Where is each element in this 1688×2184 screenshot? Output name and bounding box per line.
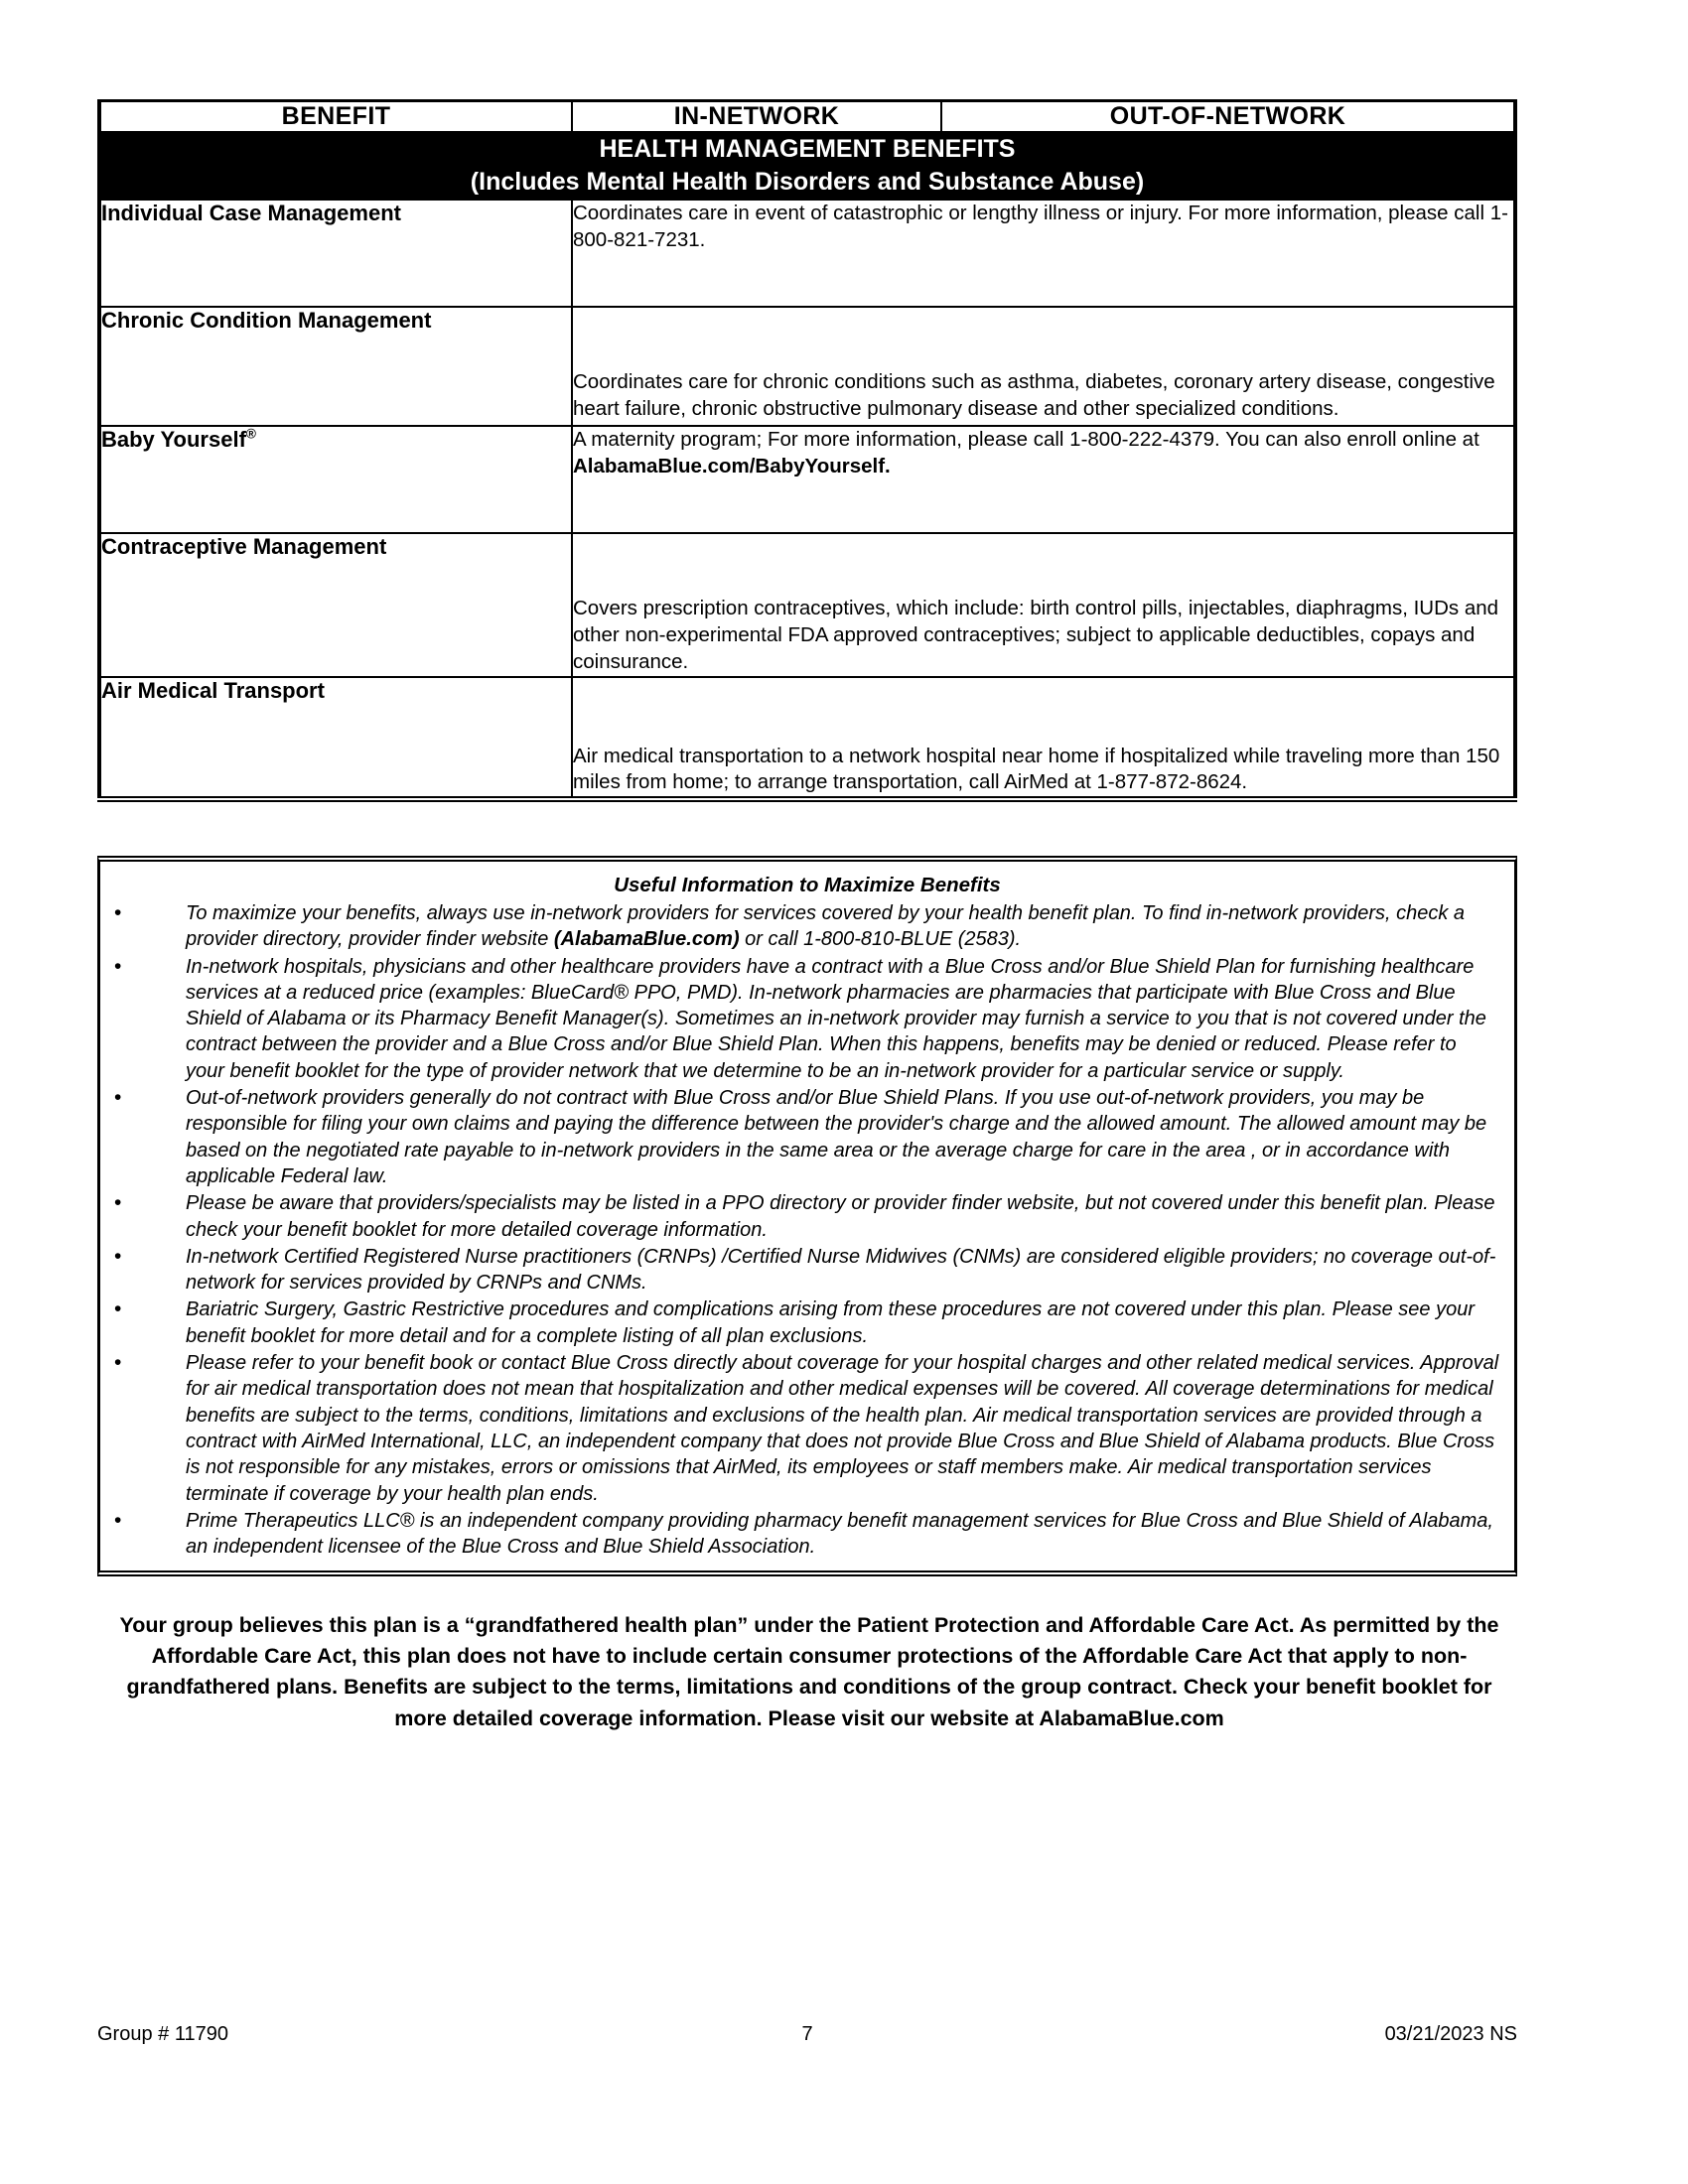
list-item: • Bariatric Surgery, Gastric Restrictive procedures and complications arising from these procedures are not covered under this plan. Please see your benefit booklet for more detail and for a complete listing of all plan exclusions. bbox=[114, 1297, 1500, 1349]
list-item: • Prime Therapeutics LLC® is an independent company providing pharmacy benefit management services for Blue Cross and Blue Shield of Alabama, an independent licensee of the Blue Cross and Blue Shield Association. bbox=[114, 1508, 1500, 1561]
footer-page-number: 7 bbox=[801, 2023, 813, 2045]
benefit-name-contraceptive-management: Contraceptive Management bbox=[99, 533, 572, 677]
table-row bbox=[99, 200, 1515, 307]
useful-information-list bbox=[114, 900, 1500, 1560]
section-band-row bbox=[99, 132, 1515, 200]
column-header-in-network: IN-NETWORK bbox=[572, 101, 941, 133]
table-header-row bbox=[99, 101, 1515, 133]
table-row bbox=[99, 307, 1515, 426]
section-band-line-2: (Includes Mental Health Disorders and Substance Abuse) bbox=[470, 168, 1145, 196]
bullet-text-part-1: To maximize your benefits, always use in-network providers for services covered by your health benefit plan. To find in-network providers, check a provider directory, provider finder website bbox=[186, 902, 1466, 951]
benefit-name-air-medical-transport: Air Medical Transport bbox=[99, 677, 572, 800]
benefit-description-individual-case-management: Coordinates care in event of catastrophic or lengthy illness or injury. For more information, please call 1-800-821-7231. bbox=[572, 200, 1515, 307]
benefit-name-baby-yourself bbox=[99, 426, 572, 533]
useful-information-title: Useful Information to Maximize Benefits bbox=[614, 874, 1001, 896]
section-band-health-management bbox=[99, 132, 1515, 200]
list-item: • Please refer to your benefit book or contact Blue Cross directly about coverage for your hospital charges and other related medical services. Approval for air medical transportation does not mean that hospitalization and other medical expenses will be covered. All coverage determinations for medical benefits are subject to the terms, conditions, limitations and exclusions of the health plan. Air medical transportation services are provided through a contract with AirMed International, LLC, an independent company that does not provide Blue Cross and Blue Shield of Alabama products. Blue Cross is not responsible for any mistakes, errors or omissions that AirMed, its employees or staff members make. Air medical transportation services terminate if coverage by your health plan ends. bbox=[114, 1350, 1500, 1507]
baby-yourself-desc-text: A maternity program; For more information, please call 1-800-222-4379. You can also enroll online at bbox=[573, 428, 1479, 451]
section-band-line-1: HEALTH MANAGEMENT BENEFITS bbox=[599, 135, 1016, 163]
footer-revision-date: 03/21/2023 NS bbox=[1384, 2023, 1517, 2045]
grandfathered-plan-notice: Your group believes this plan is a “grandfathered health plan” under the Patient Protection and Affordable Care Act. As permitted by the Affordable Care Act, this plan does not have to include certain consumer protections of the Affordable Care Act that apply to non-grandfathered plans. Benefits are subject to the terms, limitations and conditions of the group contract. Check your benefit booklet for more detailed coverage information. Please visit our website at AlabamaBlue.com bbox=[119, 1613, 1499, 1730]
baby-yourself-url: AlabamaBlue.com/BabyYourself. bbox=[573, 454, 891, 478]
list-item: • Out-of-network providers generally do not contract with Blue Cross and/or Blue Shield Plans. If you use out-of-network providers, you may be responsible for filing your own claims and paying the difference between the provider's charge and the allowed amount. The allowed amount may be based on the negotiated rate payable to in-network providers in the same area or the average charge for care in the area , or in accordance with applicable Federal law. bbox=[114, 1085, 1500, 1189]
benefit-name-baby-yourself-text: Baby Yourself bbox=[101, 427, 246, 452]
page-footer bbox=[97, 2023, 1517, 2046]
column-header-out-of-network: OUT-OF-NETWORK bbox=[941, 101, 1515, 133]
list-item: • Please be aware that providers/specialists may be listed in a PPO directory or provider finder website, but not covered under this benefit plan. Please check your benefit booklet for more detailed coverage information. bbox=[114, 1190, 1500, 1243]
benefit-name-individual-case-management: Individual Case Management bbox=[99, 200, 572, 307]
benefit-table-header bbox=[99, 101, 1515, 133]
list-item bbox=[114, 900, 1500, 953]
benefit-table-body bbox=[99, 132, 1515, 799]
benefit-description-contraceptive-management: Covers prescription contraceptives, which include: birth control pills, injectables, diaphragms, IUDs and other non-experimental FDA approved contraceptives; subject to applicable deductibles, copays and coinsurance. bbox=[572, 533, 1515, 677]
alabamablue-link-text: (AlabamaBlue.com) bbox=[553, 928, 740, 951]
benefit-description-chronic-condition-management: Coordinates care for chronic conditions such as asthma, diabetes, coronary artery disease, congestive heart failure, chronic obstructive pulmonary disease and other specialized conditions. bbox=[572, 307, 1515, 426]
benefit-table bbox=[97, 99, 1517, 802]
benefit-description-baby-yourself bbox=[572, 426, 1515, 533]
benefit-name-chronic-condition-management: Chronic Condition Management bbox=[99, 307, 572, 426]
column-header-benefit: BENEFIT bbox=[99, 101, 572, 133]
table-row bbox=[99, 533, 1515, 677]
benefit-description-air-medical-transport: Air medical transportation to a network hospital near home if hospitalized while traveling more than 150 miles from home; to arrange transportation, call AirMed at 1-877-872-8624. bbox=[572, 677, 1515, 800]
table-row bbox=[99, 426, 1515, 533]
list-item: • In-network hospitals, physicians and other healthcare providers have a contract with a Blue Cross and/or Blue Shield Plan for furnishing healthcare services at a reduced price (examples: BlueCard® PPO, PMD). In-network pharmacies are pharmacies that participate with Blue Cross and Blue Shield of Alabama or its Pharmacy Benefit Manager(s). Sometimes an in-network provider may furnish a service to you that is not covered under the contract between the provider and a Blue Cross and/or Blue Shield Plan. When this happens, benefits may be denied or reduced. Please refer to your benefit booklet for the type of provider network that we determine to be an in-network provider for a particular service or supply. bbox=[114, 954, 1500, 1084]
useful-information-box bbox=[97, 856, 1517, 1576]
registered-trademark-icon: ® bbox=[245, 426, 256, 442]
list-item: • In-network Certified Registered Nurse practitioners (CRNPs) /Certified Nurse Midwives (CNMs) are considered eligible providers; no coverage out-of-network for services provided by CRNPs and CNMs. bbox=[114, 1244, 1500, 1297]
table-row bbox=[99, 677, 1515, 800]
bullet-text-part-2: or call 1-800-810-BLUE (2583). bbox=[739, 928, 1022, 951]
footer-group-number: Group # 11790 bbox=[97, 2023, 228, 2045]
